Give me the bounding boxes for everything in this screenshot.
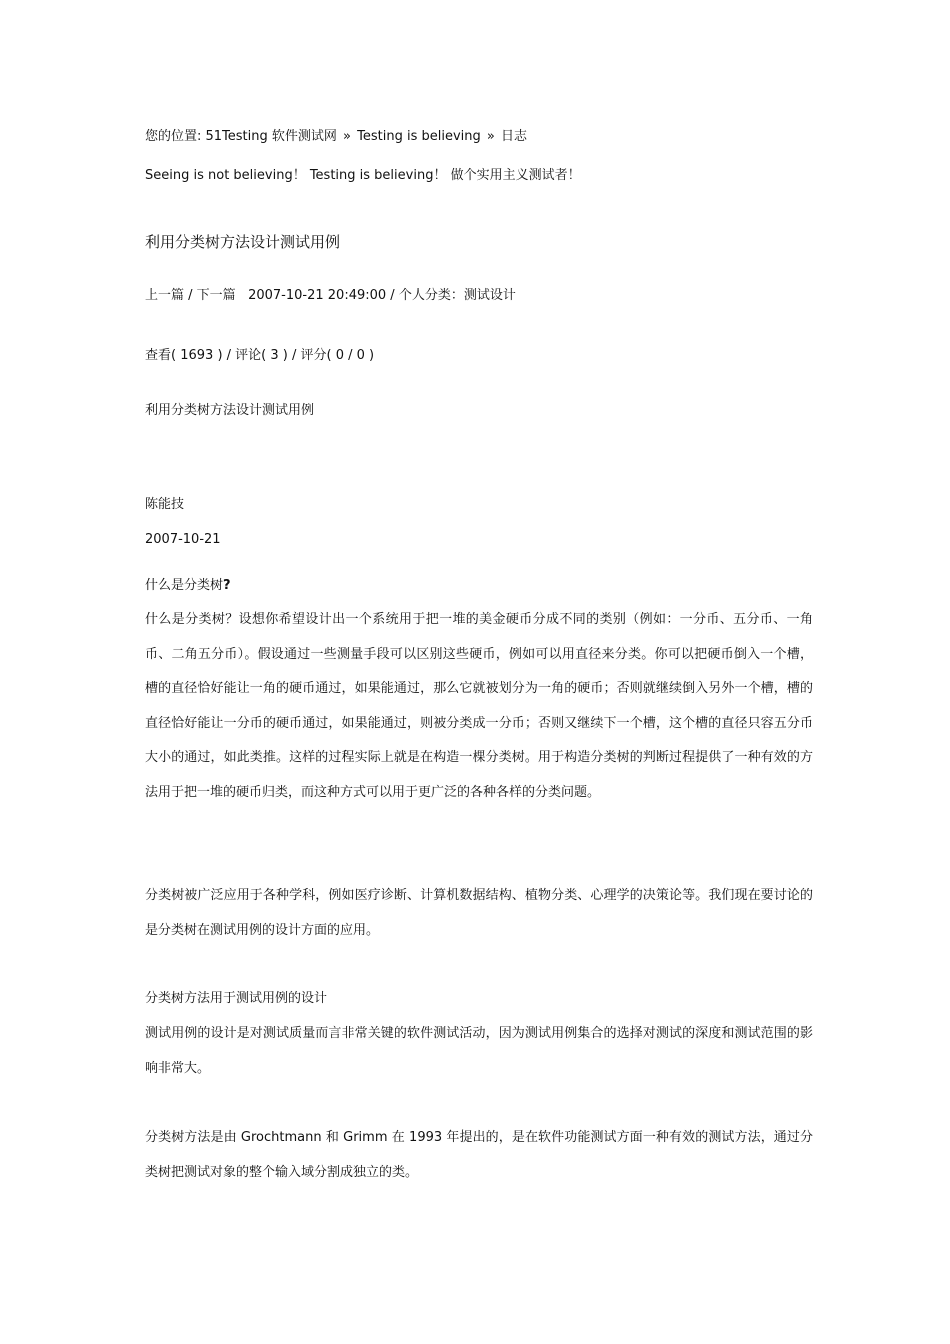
breadcrumb-link-site[interactable]: 51Testing 软件测试网 xyxy=(205,129,337,144)
rating-prefix: ) / 评分( xyxy=(278,348,336,363)
section-heading-text: 什么是分类树 xyxy=(145,578,224,593)
comments-prefix: ) / 评论( xyxy=(213,348,271,363)
breadcrumb xyxy=(145,128,527,146)
section-heading-usage: 分类树方法用于测试用例的设计 xyxy=(145,991,328,1006)
stats-suffix: ) xyxy=(364,348,375,363)
paragraph-4: 分类树方法是由 Grochtmann 和 Grimm 在 1993 年提出的，是在软件功能测试方面一种有效的测试方法，通过分类树把测试对象的整个输入域分割成独立的类。 xyxy=(145,1130,813,1180)
breadcrumb-separator: » xyxy=(482,129,499,144)
article-date: 2007-10-21 xyxy=(145,532,221,547)
body-title: 利用分类树方法设计测试用例 xyxy=(145,403,315,418)
breadcrumb-link-blog[interactable]: Testing is believing xyxy=(357,129,481,144)
views-prefix: 查看( xyxy=(145,348,181,363)
next-post-link[interactable]: 下一篇 xyxy=(196,288,236,303)
blog-slogan: Seeing is not believing！ Testing is believing！ 做个实用主义测试者！ xyxy=(145,168,581,183)
nav-separator: / xyxy=(184,288,197,303)
paragraph-3: 测试用例的设计是对测试质量而言非常关键的软件测试活动，因为测试用例集合的选择对测试的深度和测试范围的影响非常大。 xyxy=(145,1026,813,1076)
views-count: 1693 xyxy=(180,348,214,363)
rating-value: 0 / 0 xyxy=(335,348,365,363)
article-title: 利用分类树方法设计测试用例 xyxy=(145,233,341,251)
comments-count-link[interactable]: 3 xyxy=(270,348,279,363)
paragraph-2: 分类树被广泛应用于各种学科，例如医疗诊断、计算机数据结构、植物分类、心理学的决策论等。我们现在要讨论的是分类树在测试用例的设计方面的应用。 xyxy=(145,888,813,938)
prev-post-link[interactable]: 上一篇 xyxy=(145,288,185,303)
category-prefix: / 个人分类： xyxy=(386,288,464,303)
article-stats xyxy=(145,347,374,365)
question-mark: ? xyxy=(223,578,231,593)
breadcrumb-current: 日志 xyxy=(500,129,527,144)
article-nav xyxy=(145,287,516,305)
author-name: 陈能技 xyxy=(145,497,185,512)
post-datetime: 2007-10-21 20:49:00 xyxy=(248,288,387,303)
category-link[interactable]: 测试设计 xyxy=(463,288,516,303)
section-heading-what-is xyxy=(145,577,231,595)
breadcrumb-separator: » xyxy=(338,129,356,144)
breadcrumb-prefix: 您的位置: xyxy=(145,129,206,144)
paragraph-1: 什么是分类树？设想你希望设计出一个系统用于把一堆的美金硬币分成不同的类别（例如：一分币、五分币、一角币、二角五分币）。假设通过一些测量手段可以区别这些硬币，例如可以用直径来分类。你可以把硬币倒入一个槽，槽的直径恰好能让一角的硬币通过，如果能通过，那么它就被划分为一角的硬币；否则就继续倒入另外一个槽，槽的直径恰好能让一分币的硬币通过，如果能通过，则被分类成一分币；否则又继续下一个槽，这个槽的直径只容五分币大小的通过，如此类推。这样的过程实际上就是在构造一棵分类树。用于构造分类树的判断过程提供了一种有效的方法用于把一堆的硬币归类，而这种方式可以用于更广泛的各种各样的分类问题。 xyxy=(145,612,813,800)
